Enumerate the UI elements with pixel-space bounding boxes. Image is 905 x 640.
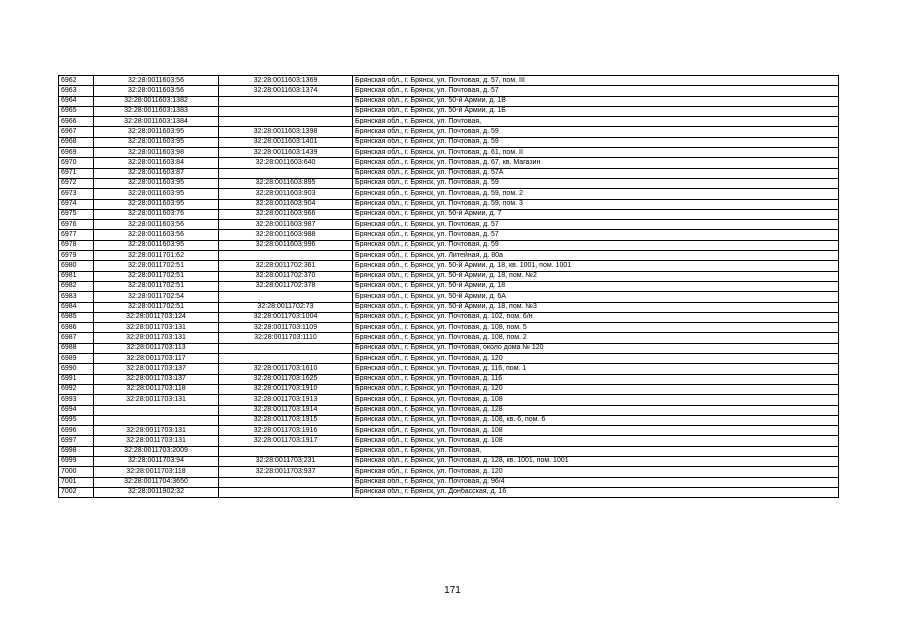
object-cadastral-cell [219, 343, 353, 353]
table-row [59, 240, 839, 250]
block-cadastral-cell: 32:28:0011603:98 [94, 148, 219, 158]
table-row [59, 374, 839, 384]
object-cadastral-cell: 32:28:0011703:1910 [219, 384, 353, 394]
block-cadastral-cell: 32:28:0011603:76 [94, 209, 219, 219]
block-cadastral-cell [94, 415, 219, 425]
block-cadastral-cell: 32:28:0011703:118 [94, 467, 219, 477]
table-row [59, 364, 839, 374]
object-cadastral-cell: 32:28:0011703:1914 [219, 405, 353, 415]
row-number-cell: 6985 [59, 312, 94, 322]
address-cell: Брянская обл., г. Брянск, ул. Почтовая, д. 128, кв. 1001, пом. 1001 [353, 456, 839, 466]
address-cell: Брянская обл., г. Брянск, ул. Донбасская, д. 16 [353, 487, 839, 497]
address-cell: Брянская обл., г. Брянск, ул. Почтовая, д. 57 [353, 220, 839, 230]
address-cell: Брянская обл., г. Брянск, ул. Почтовая, д. 59, пом. 2 [353, 189, 839, 199]
table-row [59, 323, 839, 333]
row-number-cell: 6989 [59, 354, 94, 364]
block-cadastral-cell: 32:28:0011703:131 [94, 436, 219, 446]
row-number-cell: 6995 [59, 415, 94, 425]
object-cadastral-cell: 32:28:0011703:231 [219, 456, 353, 466]
block-cadastral-cell: 32:28:0011603:95 [94, 137, 219, 147]
row-number-cell: 6997 [59, 436, 94, 446]
block-cadastral-cell: 32:28:0011703:137 [94, 364, 219, 374]
address-cell: Брянская обл., г. Брянск, ул. Почтовая, д. 59 [353, 240, 839, 250]
block-cadastral-cell: 32:28:0011703:2009 [94, 446, 219, 456]
block-cadastral-cell: 32:28:0011603:56 [94, 230, 219, 240]
address-cell: Брянская обл., г. Брянск, ул. Почтовая, д. 108, пом. 5 [353, 323, 839, 333]
object-cadastral-cell: 32:28:0011703:1917 [219, 436, 353, 446]
table-row [59, 158, 839, 168]
row-number-cell: 6976 [59, 220, 94, 230]
address-cell: Брянская обл., г. Брянск, ул. Почтовая, д. 57, пом. III [353, 76, 839, 86]
block-cadastral-cell: 32:28:0011603:87 [94, 168, 219, 178]
table-row [59, 354, 839, 364]
object-cadastral-cell [219, 446, 353, 456]
address-cell: Брянская обл., г. Брянск, ул. Почтовая, д. 59 [353, 178, 839, 188]
row-number-cell: 6971 [59, 168, 94, 178]
object-cadastral-cell: 32:28:0011603:1401 [219, 137, 353, 147]
object-cadastral-cell [219, 117, 353, 127]
table-row [59, 261, 839, 271]
block-cadastral-cell: 32:28:0011603:56 [94, 220, 219, 230]
block-cadastral-cell: 32:28:0011704:3650 [94, 477, 219, 487]
block-cadastral-cell: 32:28:0011603:56 [94, 86, 219, 96]
object-cadastral-cell: 32:28:0011603:1398 [219, 127, 353, 137]
address-cell: Брянская обл., г. Брянск, ул. Почтовая, д. 96/4 [353, 477, 839, 487]
row-number-cell: 6974 [59, 199, 94, 209]
address-cell: Брянская обл., г. Брянск, ул. 50-й Армии, д. 18, кв. 1001, пом. 1001 [353, 261, 839, 271]
address-cell: Брянская обл., г. Брянск, ул. 50-й Армии, д. 6А [353, 292, 839, 302]
object-cadastral-cell: 32:28:0011703:1610 [219, 364, 353, 374]
address-cell: Брянская обл., г. Брянск, ул. Почтовая, д. 59 [353, 127, 839, 137]
table-row [59, 251, 839, 261]
object-cadastral-cell: 32:28:0011703:937 [219, 467, 353, 477]
object-cadastral-cell [219, 168, 353, 178]
address-cell: Брянская обл., г. Брянск, ул. Почтовая, д. 57 [353, 230, 839, 240]
address-cell: Брянская обл., г. Брянск, ул. 50-й Армии, д. 18 [353, 281, 839, 291]
row-number-cell: 6966 [59, 117, 94, 127]
row-number-cell: 7000 [59, 467, 94, 477]
address-cell: Брянская обл., г. Брянск, ул. Почтовая, д. 116 [353, 374, 839, 384]
object-cadastral-cell: 32:28:0011703:1109 [219, 323, 353, 333]
table-row [59, 487, 839, 497]
table-row [59, 384, 839, 394]
table-row [59, 426, 839, 436]
object-cadastral-cell [219, 477, 353, 487]
object-cadastral-cell [219, 487, 353, 497]
page-number: 171 [444, 585, 461, 596]
object-cadastral-cell: 32:28:0011703:1916 [219, 426, 353, 436]
address-cell: Брянская обл., г. Брянск, ул. 50-й Армии, д. 1Б [353, 106, 839, 116]
block-cadastral-cell: 32:28:0011702:51 [94, 261, 219, 271]
table-row [59, 148, 839, 158]
address-cell: Брянская обл., г. Брянск, ул. 50-й Армии, д. 18, пом. №2 [353, 271, 839, 281]
row-number-cell: 6967 [59, 127, 94, 137]
address-cell: Брянская обл., г. Брянск, ул. Почтовая, д. 120 [353, 467, 839, 477]
block-cadastral-cell: 32:28:0011603:1383 [94, 106, 219, 116]
table-row [59, 76, 839, 86]
block-cadastral-cell: 32:28:0011603:56 [94, 76, 219, 86]
block-cadastral-cell: 32:28:0011703:94 [94, 456, 219, 466]
block-cadastral-cell: 32:28:0011703:113 [94, 343, 219, 353]
address-cell: Брянская обл., г. Брянск, ул. Почтовая, [353, 117, 839, 127]
row-number-cell: 6984 [59, 302, 94, 312]
block-cadastral-cell: 32:28:0011703:118 [94, 384, 219, 394]
object-cadastral-cell: 32:28:0011603:1374 [219, 86, 353, 96]
block-cadastral-cell: 32:28:0011703:117 [94, 354, 219, 364]
row-number-cell: 6973 [59, 189, 94, 199]
block-cadastral-cell: 32:28:0011702:51 [94, 271, 219, 281]
object-cadastral-cell: 32:28:0011603:904 [219, 199, 353, 209]
address-cell: Брянская обл., г. Брянск, ул. Почтовая, д. 108 [353, 395, 839, 405]
table-row [59, 343, 839, 353]
object-cadastral-cell: 32:28:0011603:1369 [219, 76, 353, 86]
address-cell: Брянская обл., г. Брянск, ул. Почтовая, д. 59, пом. 3 [353, 199, 839, 209]
row-number-cell: 6992 [59, 384, 94, 394]
object-cadastral-cell [219, 292, 353, 302]
object-cadastral-cell: 32:28:0011603:895 [219, 178, 353, 188]
block-cadastral-cell: 32:28:0011702:51 [94, 302, 219, 312]
table-row [59, 96, 839, 106]
address-cell: Брянская обл., г. Брянск, ул. Почтовая, около дома № 120 [353, 343, 839, 353]
row-number-cell: 6963 [59, 86, 94, 96]
block-cadastral-cell: 32:28:0011703:124 [94, 312, 219, 322]
table-row [59, 199, 839, 209]
row-number-cell: 7002 [59, 487, 94, 497]
table-row [59, 405, 839, 415]
object-cadastral-cell: 32:28:0011703:1110 [219, 333, 353, 343]
object-cadastral-cell: 32:28:0011702:378 [219, 281, 353, 291]
address-cell: Брянская обл., г. Брянск, ул. Почтовая, д. 108 [353, 426, 839, 436]
row-number-cell: 6970 [59, 158, 94, 168]
row-number-cell: 6994 [59, 405, 94, 415]
table-row [59, 230, 839, 240]
table-row [59, 477, 839, 487]
address-cell: Брянская обл., г. Брянск, ул. Почтовая, д. 120 [353, 354, 839, 364]
address-cell: Брянская обл., г. Брянск, ул. 50-й Армии, д. 7 [353, 209, 839, 219]
table-row [59, 333, 839, 343]
object-cadastral-cell: 32:28:0011603:996 [219, 240, 353, 250]
object-cadastral-cell: 32:28:0011603:988 [219, 230, 353, 240]
address-cell: Брянская обл., г. Брянск, ул. Почтовая, д. 116, пом. 1 [353, 364, 839, 374]
block-cadastral-cell: 32:28:0011603:1384 [94, 117, 219, 127]
block-cadastral-cell: 32:28:0011603:95 [94, 189, 219, 199]
address-cell: Брянская обл., г. Брянск, ул. Почтовая, д. 128 [353, 405, 839, 415]
object-cadastral-cell [219, 251, 353, 261]
block-cadastral-cell: 32:28:0011703:131 [94, 333, 219, 343]
block-cadastral-cell: 32:28:0011603:95 [94, 199, 219, 209]
object-cadastral-cell: 32:28:0011702:370 [219, 271, 353, 281]
address-cell: Брянская обл., г. Брянск, ул. Почтовая, д. 108 [353, 436, 839, 446]
row-number-cell: 6978 [59, 240, 94, 250]
table-row [59, 281, 839, 291]
row-number-cell: 6968 [59, 137, 94, 147]
table-row [59, 446, 839, 456]
table-row [59, 189, 839, 199]
object-cadastral-cell: 32:28:0011702:73 [219, 302, 353, 312]
row-number-cell: 6993 [59, 395, 94, 405]
object-cadastral-cell: 32:28:0011703:1625 [219, 374, 353, 384]
address-cell: Брянская обл., г. Брянск, ул. Почтовая, д. 67, кв. Магазин [353, 158, 839, 168]
address-cell: Брянская обл., г. Брянск, ул. 50-й Армии, д. 18, пом. №3 [353, 302, 839, 312]
block-cadastral-cell: 32:28:0011701:62 [94, 251, 219, 261]
block-cadastral-cell: 32:28:0011702:51 [94, 281, 219, 291]
block-cadastral-cell: 32:28:0011603:95 [94, 178, 219, 188]
table-row [59, 395, 839, 405]
row-number-cell: 6965 [59, 106, 94, 116]
row-number-cell: 6987 [59, 333, 94, 343]
row-number-cell: 6991 [59, 374, 94, 384]
block-cadastral-cell [94, 405, 219, 415]
object-cadastral-cell: 32:28:0011703:1915 [219, 415, 353, 425]
registry-body [59, 76, 839, 498]
row-number-cell: 6964 [59, 96, 94, 106]
block-cadastral-cell: 32:28:0011703:131 [94, 395, 219, 405]
address-cell: Брянская обл., г. Брянск, ул. Почтовая, д. 61, пом. II [353, 148, 839, 158]
table-row [59, 292, 839, 302]
block-cadastral-cell: 32:28:0011702:54 [94, 292, 219, 302]
table-row [59, 312, 839, 322]
row-number-cell: 6988 [59, 343, 94, 353]
table-row [59, 168, 839, 178]
table-row [59, 436, 839, 446]
address-cell: Брянская обл., г. Брянск, ул. Почтовая, д. 108, кв. 6, пом. 6 [353, 415, 839, 425]
object-cadastral-cell: 32:28:0011702:361 [219, 261, 353, 271]
row-number-cell: 6981 [59, 271, 94, 281]
object-cadastral-cell [219, 354, 353, 364]
row-number-cell: 6977 [59, 230, 94, 240]
table-row [59, 86, 839, 96]
object-cadastral-cell: 32:28:0011603:640 [219, 158, 353, 168]
object-cadastral-cell: 32:28:0011603:903 [219, 189, 353, 199]
row-number-cell: 6962 [59, 76, 94, 86]
row-number-cell: 6996 [59, 426, 94, 436]
table-row [59, 117, 839, 127]
address-cell: Брянская обл., г. Брянск, ул. Почтовая, д. 108, пом. 2 [353, 333, 839, 343]
address-cell: Брянская обл., г. Брянск, ул. Почтовая, д. 59 [353, 137, 839, 147]
row-number-cell: 6972 [59, 178, 94, 188]
row-number-cell: 6975 [59, 209, 94, 219]
address-cell: Брянская обл., г. Брянск, ул. Почтовая, д. 102, пом. 6/н [353, 312, 839, 322]
table-row [59, 456, 839, 466]
block-cadastral-cell: 32:28:0011703:137 [94, 374, 219, 384]
block-cadastral-cell: 32:28:0011902:32 [94, 487, 219, 497]
row-number-cell: 6969 [59, 148, 94, 158]
address-cell: Брянская обл., г. Брянск, ул. Почтовая, [353, 446, 839, 456]
address-cell: Брянская обл., г. Брянск, ул. Почтовая, д. 120 [353, 384, 839, 394]
table-row [59, 220, 839, 230]
table-row [59, 178, 839, 188]
block-cadastral-cell: 32:28:0011603:84 [94, 158, 219, 168]
table-row [59, 415, 839, 425]
object-cadastral-cell: 32:28:0011703:1004 [219, 312, 353, 322]
object-cadastral-cell [219, 106, 353, 116]
table-row [59, 127, 839, 137]
registry-table [58, 75, 839, 498]
row-number-cell: 6980 [59, 261, 94, 271]
row-number-cell: 6998 [59, 446, 94, 456]
block-cadastral-cell: 32:28:0011703:131 [94, 323, 219, 333]
row-number-cell: 6979 [59, 251, 94, 261]
table-row [59, 106, 839, 116]
object-cadastral-cell: 32:28:0011603:966 [219, 209, 353, 219]
table-row [59, 271, 839, 281]
table-row [59, 467, 839, 477]
object-cadastral-cell [219, 96, 353, 106]
row-number-cell: 6990 [59, 364, 94, 374]
table-row [59, 302, 839, 312]
row-number-cell: 6999 [59, 456, 94, 466]
row-number-cell: 6983 [59, 292, 94, 302]
block-cadastral-cell: 32:28:0011603:95 [94, 127, 219, 137]
table-row [59, 209, 839, 219]
address-cell: Брянская обл., г. Брянск, ул. Почтовая, д. 57А [353, 168, 839, 178]
block-cadastral-cell: 32:28:0011603:95 [94, 240, 219, 250]
row-number-cell: 7001 [59, 477, 94, 487]
object-cadastral-cell: 32:28:0011603:987 [219, 220, 353, 230]
address-cell: Брянская обл., г. Брянск, ул. Почтовая, д. 57 [353, 86, 839, 96]
object-cadastral-cell: 32:28:0011703:1913 [219, 395, 353, 405]
block-cadastral-cell: 32:28:0011603:1382 [94, 96, 219, 106]
object-cadastral-cell: 32:28:0011603:1439 [219, 148, 353, 158]
address-cell: Брянская обл., г. Брянск, ул. Литейная, д. 80а [353, 251, 839, 261]
table-row [59, 137, 839, 147]
row-number-cell: 6982 [59, 281, 94, 291]
block-cadastral-cell: 32:28:0011703:131 [94, 426, 219, 436]
address-cell: Брянская обл., г. Брянск, ул. 50-й Армии, д. 1В [353, 96, 839, 106]
row-number-cell: 6986 [59, 323, 94, 333]
